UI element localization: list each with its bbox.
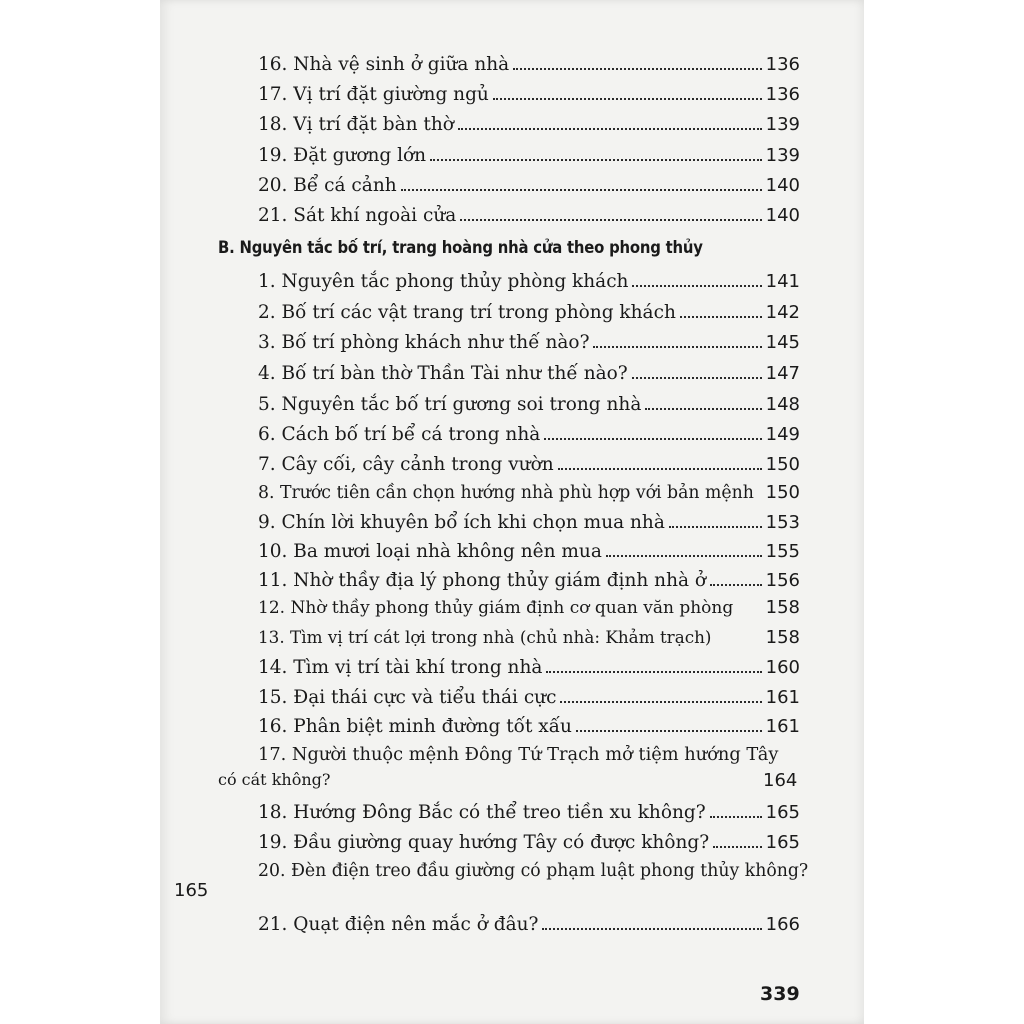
toc-page: 145 <box>765 332 800 353</box>
toc-title: 8. Trước tiên cần chọn hướng nhà phù hợp với bản mệnh <box>258 483 754 503</box>
toc-page: 161 <box>765 687 800 708</box>
toc-entry <box>160 564 864 594</box>
toc-title: 16. Phân biệt minh đường tốt xấu <box>258 716 572 737</box>
dot-leader <box>710 564 762 586</box>
toc-title: 7. Cây cối, cây cảnh trong vườn <box>258 454 554 475</box>
dot-leader <box>513 48 761 70</box>
toc-title: 21. Quạt điện nên mắc ở đâu? <box>258 914 539 935</box>
toc-entry <box>160 506 864 536</box>
toc-entry <box>160 796 864 826</box>
toc-entry <box>160 139 864 169</box>
page-number: 339 <box>760 983 800 1005</box>
toc-entry <box>160 326 864 356</box>
toc-page: 141 <box>765 271 800 292</box>
toc-entry <box>160 296 864 326</box>
toc-page: 165 <box>174 880 209 901</box>
toc-page: 165 <box>765 802 800 823</box>
dot-leader <box>632 357 762 379</box>
dot-leader <box>401 169 762 191</box>
toc-page: 166 <box>765 914 800 935</box>
dot-leader <box>669 506 762 528</box>
dot-leader <box>632 265 761 287</box>
toc-entry <box>160 908 864 938</box>
toc-page: 164 <box>763 770 798 791</box>
toc-entry <box>160 856 864 886</box>
toc-page: 153 <box>765 512 800 533</box>
toc-title: 13. Tìm vị trí cát lợi trong nhà (chủ nhà: Khảm trạch) <box>258 627 712 647</box>
toc-page: 158 <box>765 597 800 618</box>
toc-title: 21. Sát khí ngoài cửa <box>258 205 457 226</box>
dot-leader <box>544 418 761 440</box>
toc-page: 161 <box>765 716 800 737</box>
toc-page: 150 <box>765 482 800 503</box>
dot-leader <box>710 796 762 818</box>
dot-leader <box>645 388 761 410</box>
toc-page: 149 <box>765 424 800 445</box>
toc-entry <box>160 357 864 387</box>
toc-page: 140 <box>765 175 800 196</box>
toc-entry <box>160 448 864 478</box>
toc-entry <box>160 478 864 508</box>
toc-title: 18. Vị trí đặt bàn thờ <box>258 114 454 135</box>
toc-entry <box>160 265 864 295</box>
section-heading: B. Nguyên tắc bố trí, trang hoàng nhà cửa theo phong thủy <box>218 238 703 257</box>
toc-title: 14. Tìm vị trí tài khí trong nhà <box>258 657 543 678</box>
toc-entry <box>160 418 864 448</box>
toc-title: 1. Nguyên tắc phong thủy phòng khách <box>258 271 629 292</box>
dot-leader <box>576 710 762 732</box>
dot-leader <box>713 826 761 848</box>
toc-page: 156 <box>765 570 800 591</box>
toc-title: 12. Nhờ thầy phong thủy giám định cơ quan văn phòng <box>258 598 734 618</box>
toc-title-continuation: có cát không? <box>218 770 331 789</box>
toc-title: 15. Đại thái cực và tiểu thái cực <box>258 687 557 708</box>
dot-leader <box>542 908 761 930</box>
toc-entry <box>160 199 864 229</box>
toc-page: 139 <box>765 114 800 135</box>
dot-leader <box>493 78 762 100</box>
toc-page: 155 <box>765 541 800 562</box>
toc-title: 3. Bố trí phòng khách như thế nào? <box>258 332 590 353</box>
toc-title: 19. Đầu giường quay hướng Tây có được không? <box>258 832 710 853</box>
toc-entry <box>160 681 864 711</box>
toc-title: 4. Bố trí bàn thờ Thần Tài như thế nào? <box>258 363 628 384</box>
toc-title: 20. Đèn điện treo đầu giường có phạm luật phong thủy không? <box>258 861 809 881</box>
toc-title: 5. Nguyên tắc bố trí gương soi trong nhà <box>258 394 642 415</box>
dot-leader <box>593 326 761 348</box>
toc-entry <box>160 388 864 418</box>
toc-page: 147 <box>765 363 800 384</box>
toc-title: 20. Bể cá cảnh <box>258 175 397 196</box>
toc-entry <box>160 48 864 78</box>
toc-entry <box>160 593 864 623</box>
toc-title: 17. Vị trí đặt giường ngủ <box>258 84 489 105</box>
toc-page: 136 <box>765 84 800 105</box>
toc-page: 158 <box>765 627 800 648</box>
toc-entry <box>160 78 864 108</box>
dot-leader <box>546 651 761 673</box>
dot-leader <box>460 199 761 221</box>
toc-title: 18. Hướng Đông Bắc có thể treo tiền xu không? <box>258 802 706 823</box>
dot-leader <box>430 139 762 161</box>
toc-entry <box>160 169 864 199</box>
toc-title: 17. Người thuộc mệnh Đông Tứ Trạch mở tiệm hướng Tây <box>258 744 779 765</box>
toc-entry <box>160 710 864 740</box>
toc-title: 6. Cách bố trí bể cá trong nhà <box>258 424 541 445</box>
toc-page: 139 <box>765 145 800 166</box>
toc-entry <box>160 826 864 856</box>
toc-entry <box>160 535 864 565</box>
dot-leader <box>558 448 762 470</box>
book-page <box>160 0 864 1024</box>
toc-entry <box>160 651 864 681</box>
dot-leader <box>606 535 762 557</box>
toc-title: 19. Đặt gương lớn <box>258 145 427 166</box>
toc-title: 10. Ba mươi loại nhà không nên mua <box>258 541 602 562</box>
toc-page: 165 <box>765 832 800 853</box>
toc-title: 2. Bố trí các vật trang trí trong phòng khách <box>258 302 676 323</box>
toc-page: 142 <box>765 302 800 323</box>
toc-entry <box>160 108 864 138</box>
dot-leader <box>458 108 762 130</box>
dot-leader <box>680 296 762 318</box>
toc-page: 148 <box>765 394 800 415</box>
toc-title: 9. Chín lời khuyên bổ ích khi chọn mua nhà <box>258 512 665 533</box>
toc-page: 136 <box>765 54 800 75</box>
toc-entry <box>160 622 864 652</box>
toc-page: 160 <box>765 657 800 678</box>
toc-title: 16. Nhà vệ sinh ở giữa nhà <box>258 54 510 75</box>
toc-title: 11. Nhờ thầy địa lý phong thủy giám định nhà ở <box>258 570 707 591</box>
toc-page: 140 <box>765 205 800 226</box>
toc-page: 150 <box>765 454 800 475</box>
dot-leader <box>560 681 761 703</box>
